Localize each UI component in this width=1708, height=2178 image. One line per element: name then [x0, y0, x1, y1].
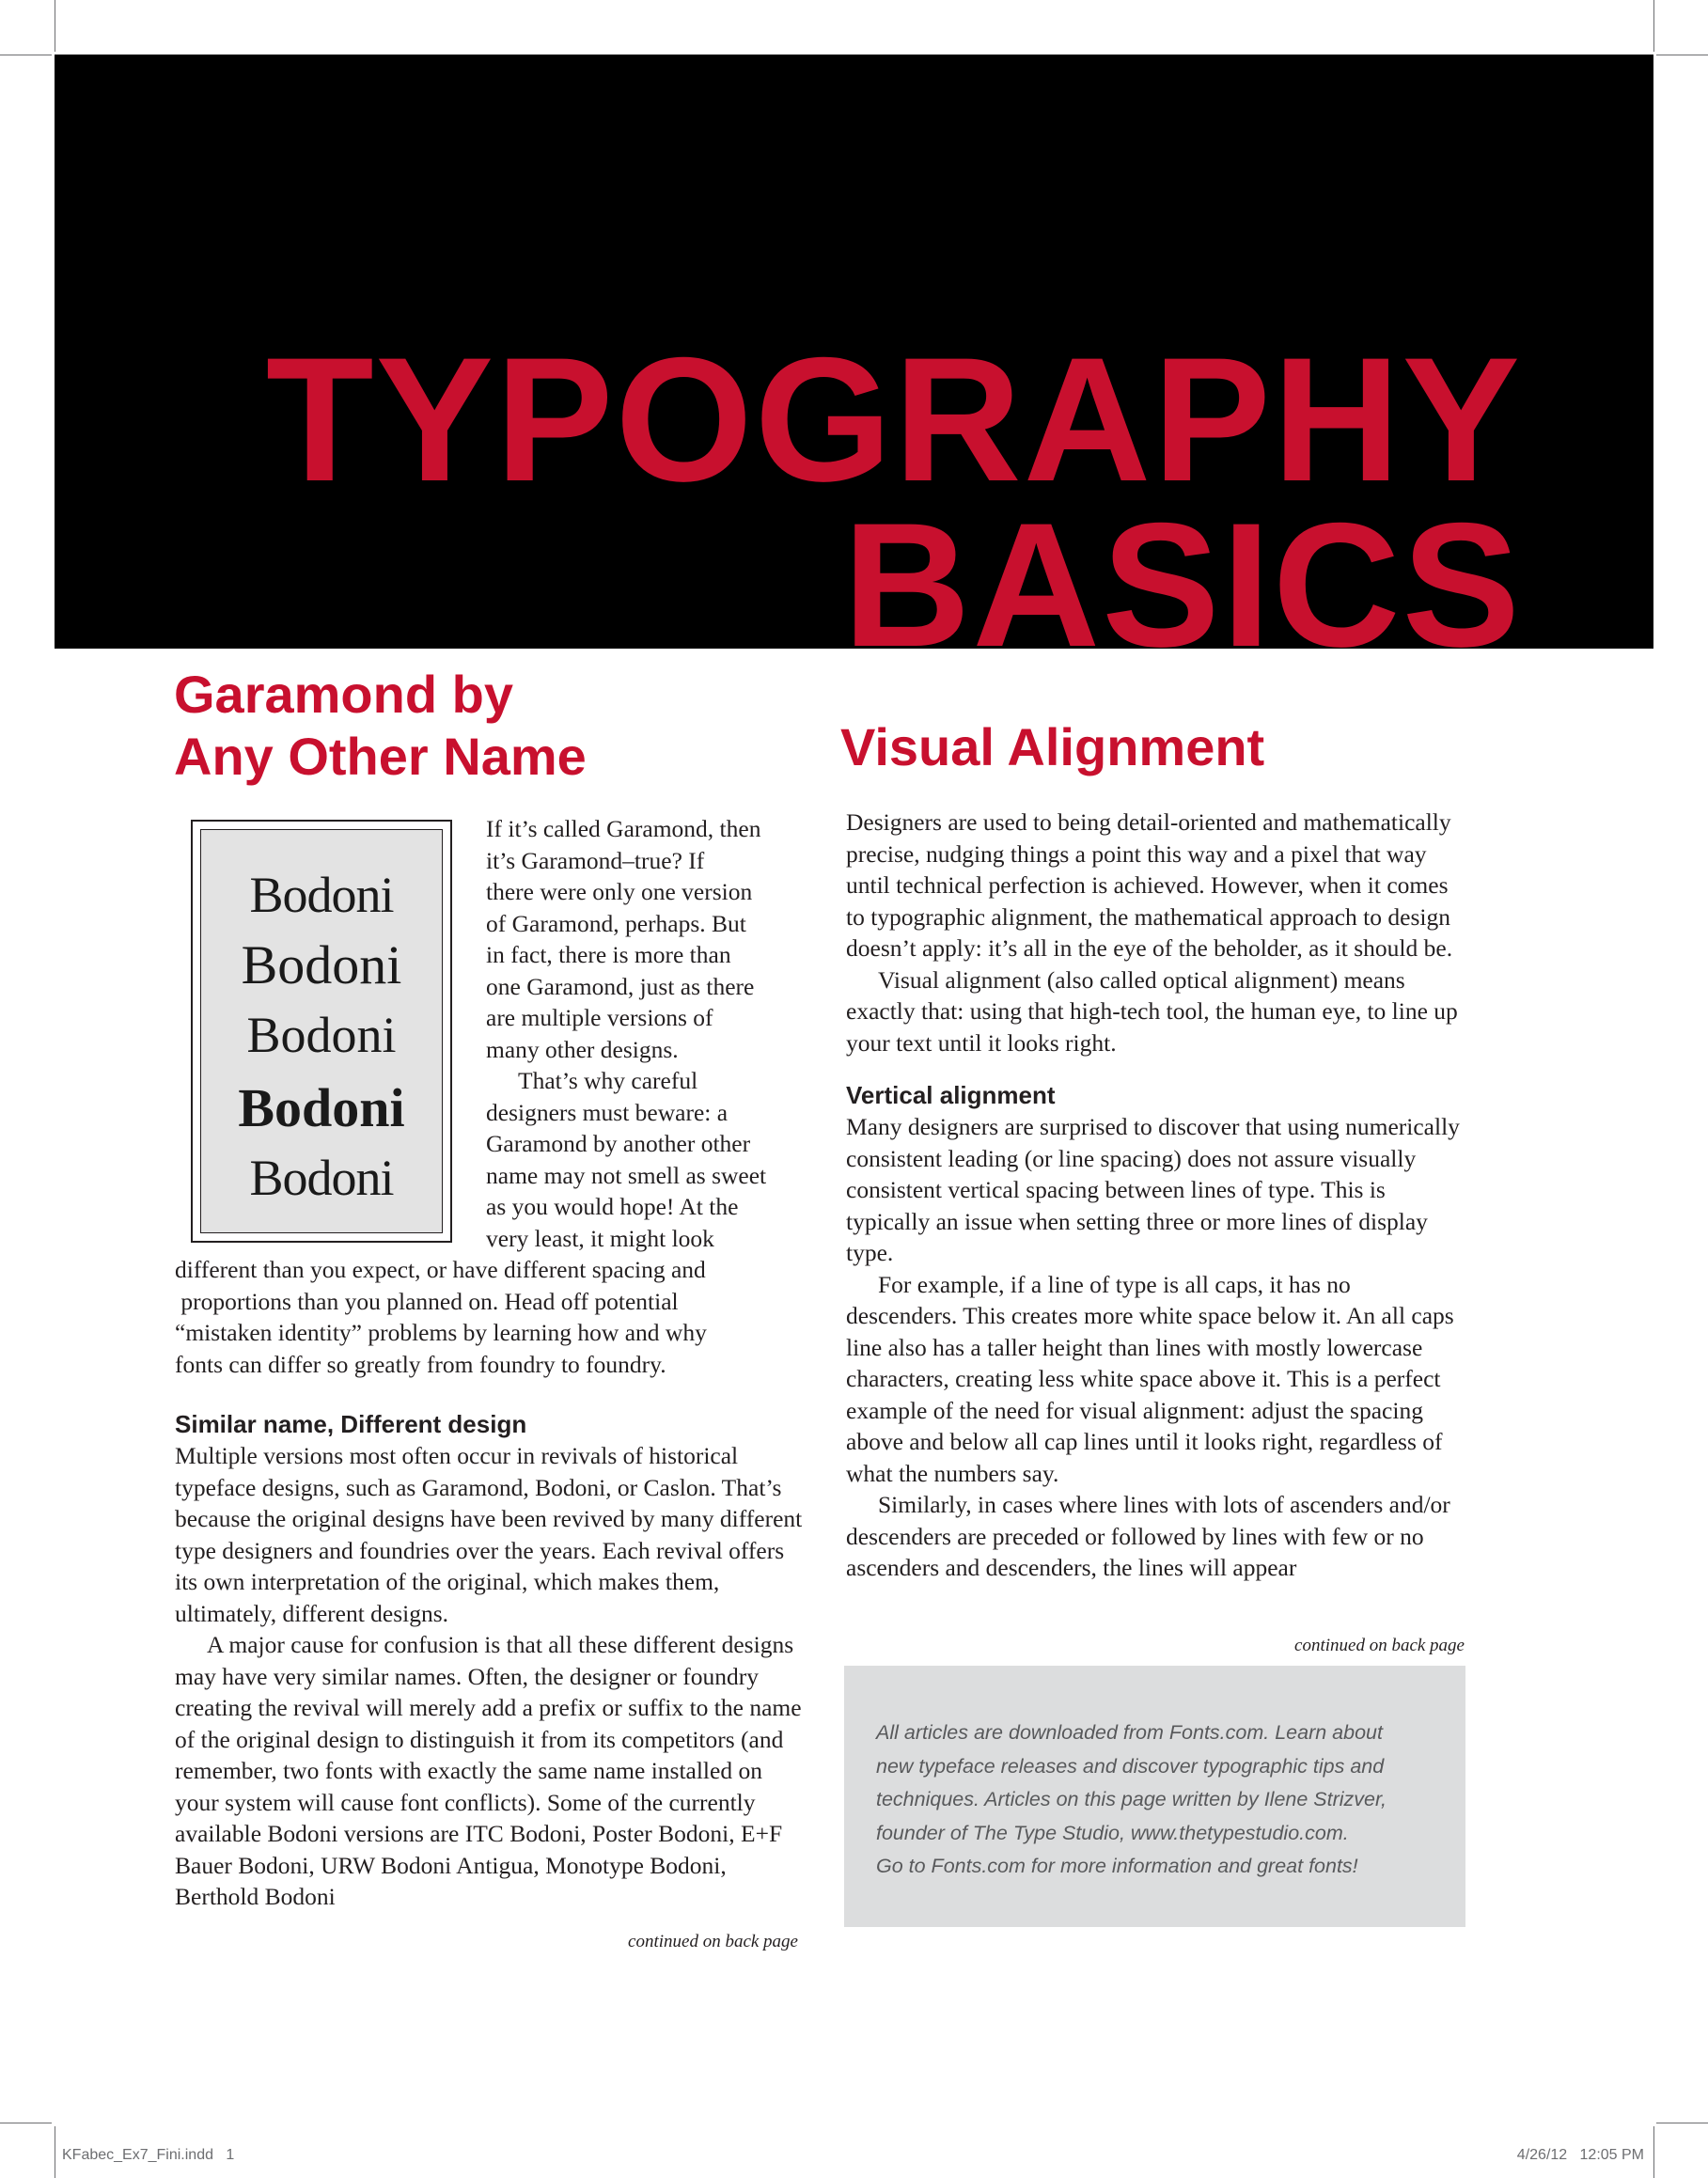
- bodoni-sample-word: Bodoni: [238, 1077, 405, 1138]
- crop-mark: [1653, 0, 1654, 52]
- slug-datetime: 4/26/12 12:05 PM: [1516, 2147, 1644, 2163]
- intro-line: Garamond by another other: [486, 1130, 751, 1157]
- intro-line: it’s Garamond–true? If: [486, 846, 705, 874]
- article-heading-visual-alignment: [840, 716, 1264, 778]
- continued-note: continued on back page: [628, 1932, 798, 1951]
- credits-line: new typeface releases and discover typographic tips and: [876, 1754, 1385, 1778]
- body-paragraph: Visual alignment (also called optical alignment) means exactly that: using that high-tech tool, the human eye, to line up your text until it looks right.: [846, 965, 1458, 1057]
- continued-note: continued on back page: [1294, 1636, 1465, 1655]
- right-column: [846, 807, 1466, 1584]
- wrapped-intro: [486, 813, 801, 1254]
- subheading-vertical-alignment: Vertical alignment: [846, 1081, 1056, 1109]
- page-title-line: TYPOGRAPHY: [265, 321, 1522, 518]
- bodoni-sample-figure: [191, 820, 452, 1243]
- credits-line: founder of The Type Studio, www.thetypestudio.com.: [876, 1821, 1349, 1844]
- body-paragraph: Similarly, in cases where lines with lots of ascenders and/or descenders are preceded or followed by lines with few or no ascenders and descenders, the lines will appear: [846, 1491, 1450, 1581]
- bodoni-sample-word: Bodoni: [246, 1007, 397, 1063]
- heading-line: Garamond by: [174, 665, 513, 724]
- crop-mark: [1653, 2126, 1654, 2178]
- left-column: [175, 1254, 807, 1913]
- credits-line: Go to Fonts.com for more information and great fonts!: [876, 1855, 1358, 1877]
- intro-line: many other designs.: [486, 1035, 679, 1063]
- credits-text: [876, 1716, 1447, 1884]
- bodoni-sample-panel: [200, 829, 443, 1233]
- page-title-line: BASICS: [842, 486, 1522, 683]
- body-paragraph: For example, if a line of type is all caps, it has no descenders. This creates more white space below it. An all caps line also has a taller height than lines with mostly lowercase characters, creating less white space above it. This is a perfect example of the need for visual alignment: adjust the spacing above and below all cap lines until it looks right, regardless of what the numbers say.: [846, 1270, 1454, 1487]
- intro-line: That’s why careful: [518, 1067, 698, 1094]
- bodoni-sample-word: Bodoni: [249, 1150, 394, 1206]
- article-heading-garamond: [174, 664, 587, 788]
- heading-line: Visual Alignment: [840, 717, 1265, 776]
- subheading-similar-name: Similar name, Different design: [175, 1410, 527, 1438]
- intro-line: very least, it might look: [486, 1224, 714, 1252]
- intro-line: there were only one version: [486, 878, 753, 905]
- intro-line: different than you expect, or have different spacing and: [175, 1256, 706, 1283]
- body-paragraph: Multiple versions most often occur in revivals of historical typeface designs, such as Garamond, Bodoni, or Caslon. That’s because the original designs have been revived by many different type designers and foundries over the years. Each revival offers its own interpretation of the original, which makes them, ultimately, different designs.: [175, 1442, 803, 1627]
- heading-line: Any Other Name: [174, 727, 587, 786]
- bodoni-sample-word: Bodoni: [249, 867, 394, 923]
- intro-line: proportions than you planned on. Head off potential: [175, 1287, 679, 1315]
- intro-line: “mistaken identity” problems by learning how and why: [175, 1319, 707, 1346]
- body-paragraph: Designers are used to being detail-oriented and mathematically precise, nudging things a point this way and a pixel that way until technical perfection is achieved. However, when it comes to typographic alignment, the mathematical approach to design doesn’t apply: it’s all in the eye of the beholder, as it should be.: [846, 808, 1453, 962]
- intro-line: as you would hope! At the: [486, 1193, 739, 1220]
- slug-filename: KFabec_Ex7_Fini.indd 1: [62, 2147, 235, 2163]
- body-paragraph: A major cause for confusion is that all these different designs may have very similar names. Often, the designer or foundry creating the revival will merely add a prefix or suffix to the name of the original design to distinguish it from its competitors (and remember, two fonts with exactly the same name installed on your system will cause font conflicts). Some of the currently available Bodoni versions are ITC Bodoni, Poster Bodoni, E+F Bauer Bodoni, URW Bodoni Antigua, Monotype Bodoni, Berthold Bodoni: [175, 1631, 802, 1910]
- credits-box: [844, 1666, 1465, 1927]
- bodoni-sample-word: Bodoni: [241, 934, 402, 995]
- body-paragraph: Many designers are surprised to discover that using numerically consistent leading (or line spacing) does not assure visually consistent vertical spacing between lines of type. This is typically an issue when setting three or more lines of display type.: [846, 1113, 1460, 1266]
- title-banner: [55, 55, 1653, 683]
- intro-line: in fact, there is more than: [486, 941, 731, 968]
- intro-line: one Garamond, just as there: [486, 972, 755, 1000]
- intro-line: are multiple versions of: [486, 1004, 713, 1031]
- credits-line: techniques. Articles on this page written by Ilene Strizver,: [876, 1788, 1387, 1810]
- page-title: [265, 321, 1522, 683]
- intro-line: designers must beware: a: [486, 1098, 729, 1126]
- credits-line: All articles are downloaded from Fonts.com. Learn about: [876, 1721, 1383, 1744]
- intro-line: of Garamond, perhaps. But: [486, 909, 746, 937]
- intro-line: If it’s called Garamond, then: [486, 815, 761, 842]
- intro-line: fonts can differ so greatly from foundry to foundry.: [175, 1350, 666, 1378]
- intro-line: name may not smell as sweet: [486, 1161, 767, 1189]
